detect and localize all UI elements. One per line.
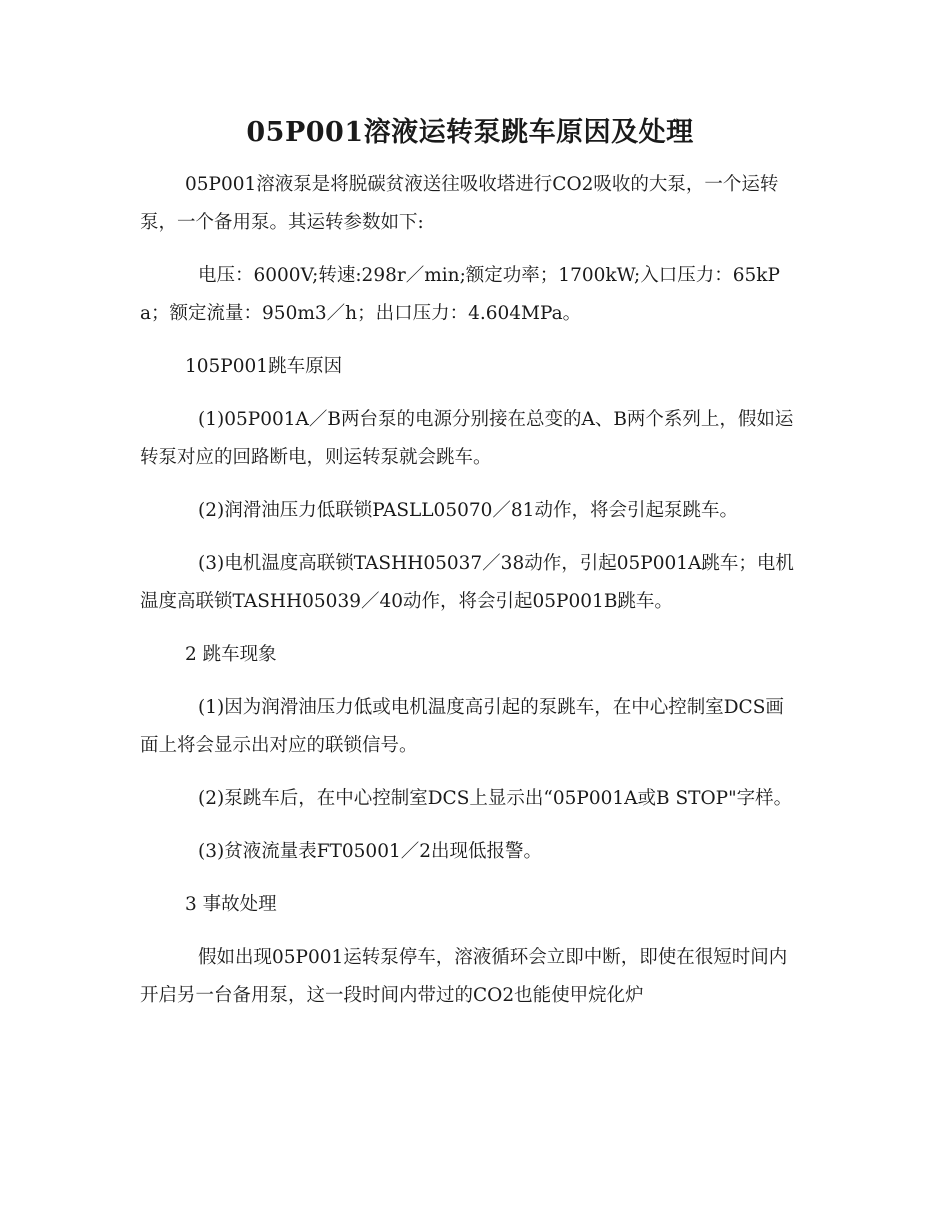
section-heading-handling: 3 事故处理 [185,894,277,915]
cause-item-1: (1)05P001A／B两台泵的电源分别接在总变的A、B两个系列上，假如运转泵对应的回路断电，则运转泵就会跳车。 [140,409,794,468]
intro-paragraph: 05P001溶液泵是将脱碳贫液送往吸收塔进行CO2吸收的大泵，一个运转泵，一个备用泵。其运转参数如下: [140,174,779,233]
symptom-item-2: (2)泵跳车后，在中心控制室DCS上显示出“05P001A或B STOP"字样。 [198,788,793,809]
symptom-item-1: (1)因为润滑油压力低或电机温度高引起的泵跳车，在中心控制室DCS画面上将会显示出对应的联锁信号。 [140,697,784,756]
document-title: 05P001溶液运转泵跳车原因及处理 [246,117,694,148]
parameters-paragraph: 电压：6000V;转速:298r／min;额定功率；1700kW;入口压力：65kPa；额定流量：950m3／h；出口压力：4.604MPa。 [140,265,780,324]
symptom-item-3: (3)贫液流量表FT05001／2出现低报警。 [198,841,543,862]
cause-item-3: (3)电机温度高联锁TASHH05037／38动作，引起05P001A跳车；电机温度高联锁TASHH05039／40动作，将会引起05P001B跳车。 [140,553,794,612]
section-heading-symptoms: 2 跳车现象 [185,644,277,665]
cause-item-2: (2)润滑油压力低联锁PASLL05070／81动作，将会引起泵跳车。 [198,500,738,521]
section-heading-causes: 105P001跳车原因 [185,356,343,377]
document-page [140,110,800,1015]
handling-paragraph: 假如出现05P001运转泵停车，溶液循环会立即中断，即使在很短时间内开启另一台备用泵，这一段时间内带过的CO2也能使甲烷化炉 [140,947,788,1006]
